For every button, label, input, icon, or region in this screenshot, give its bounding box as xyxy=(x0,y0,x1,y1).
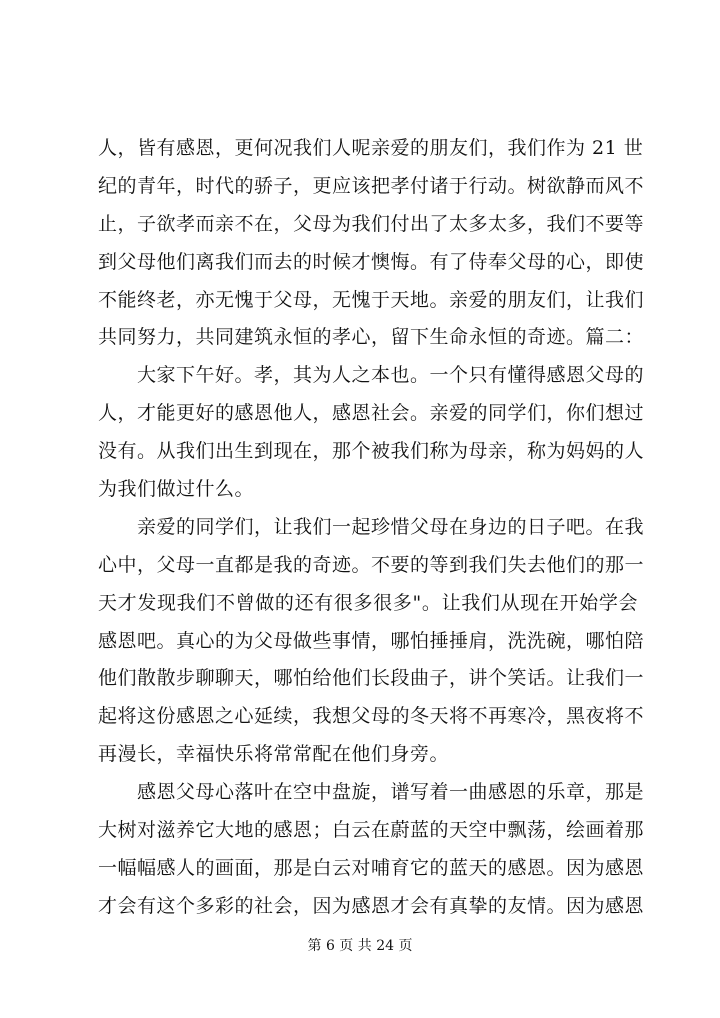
text-line: 不能终老，亦无愧于父母，无愧于天地。亲爱的朋友们，让我们 xyxy=(98,288,645,311)
page-number-footer: 第 6 页 共 24 页 xyxy=(307,938,413,954)
text-line: 一幅幅感人的画面，那是白云对哺育它的蓝天的感恩。因为感恩 xyxy=(98,856,645,879)
text-line: 他们散散步聊聊天，哪怕给他们长段曲子，讲个笑话。让我们一 xyxy=(98,667,645,690)
document-body xyxy=(98,130,645,926)
text-line: 感恩父母心落叶在空中盘旋，谱写着一曲感恩的乐章，那是 xyxy=(98,781,645,804)
text-line: 为我们做过什么。 xyxy=(98,478,255,501)
text-line: 感恩吧。真心的为父母做些事情，哪怕捶捶肩，洗洗碗，哪怕陪 xyxy=(98,629,645,652)
text-line: 起将这份感恩之心延续，我想父母的冬天将不再寒冷，黑夜将不 xyxy=(98,705,645,728)
text-line: 到父母他们离我们而去的时候才懊悔。有了侍奉父母的心，即使 xyxy=(98,250,645,273)
text-line: 止，子欲孝而亲不在，父母为我们付出了太多太多，我们不要等 xyxy=(98,212,645,235)
text-line: 天才发现我们不曾做的还有很多很多"。让我们从现在开始学会 xyxy=(98,591,638,614)
text-line: 人，皆有感恩，更何况我们人呢亲爱的朋友们，我们作为 21 世 xyxy=(98,137,644,159)
text-line: 人，才能更好的感恩他人，感恩社会。亲爱的同学们，你们想过 xyxy=(98,402,645,425)
paragraph-1 xyxy=(98,130,645,357)
text-line: 亲爱的同学们，让我们一起珍惜父母在身边的日子吧。在我 xyxy=(98,515,645,538)
text-line: 才会有这个多彩的社会，因为感恩才会有真挚的友情。因为感恩 xyxy=(98,894,645,917)
paragraph-3 xyxy=(98,509,645,774)
paragraph-2 xyxy=(98,357,645,509)
text-line: 大树对滋养它大地的感恩；白云在蔚蓝的天空中飘荡，绘画着那 xyxy=(98,819,645,842)
text-line: 没有。从我们出生到现在，那个被我们称为母亲，称为妈妈的人 xyxy=(98,440,645,463)
paragraph-4 xyxy=(98,774,645,926)
text-line: 纪的青年，时代的骄子，更应该把孝付诸于行动。树欲静而风不 xyxy=(98,174,645,197)
text-line: 共同努力，共同建筑永恒的孝心，留下生命永恒的奇迹。篇二： xyxy=(98,326,645,349)
text-line: 再漫长，幸福快乐将常常配在他们身旁。 xyxy=(98,743,450,766)
text-line: 大家下午好。孝，其为人之本也。一个只有懂得感恩父母的 xyxy=(98,364,645,387)
text-line: 心中，父母一直都是我的奇迹。不要的等到我们失去他们的那一 xyxy=(98,553,645,576)
